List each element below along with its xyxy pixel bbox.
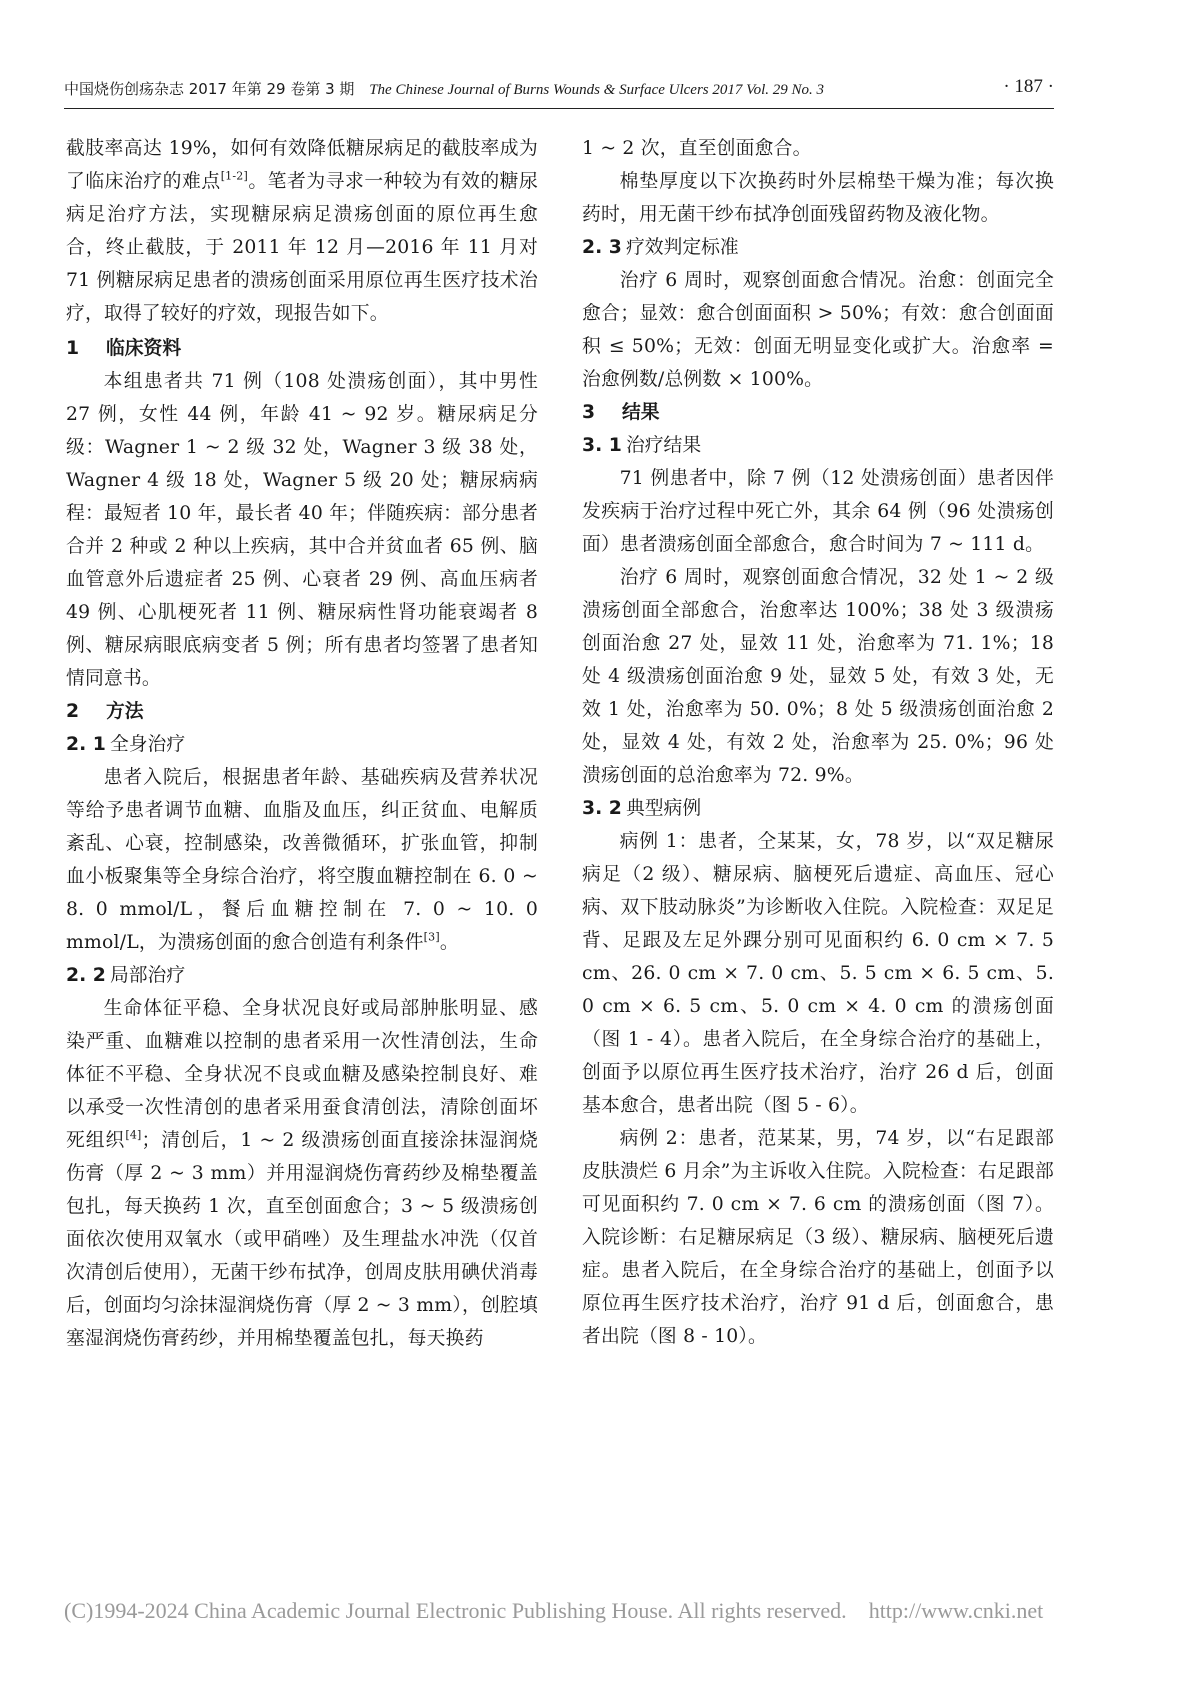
- paragraph-text: 患者入院后，根据患者年龄、基础疾病及营养状况等给予患者调节血糖、血脂及血压，纠正贫血、电解质紊乱、心衰，控制感染，改善微循环，扩张血管，抑制血小板聚集等全身综合治疗，将空腹血糖控制在 6. 0 ~ 8. 0 mmol/L，餐后血糖控制在 7. 0 ~ 10. 0 mmol/L，为溃疡创面的愈合创造有利条件: [66, 767, 538, 953]
- copyright-footer: [64, 1598, 1124, 1624]
- section-title: 临床资料: [106, 338, 182, 359]
- footer-link[interactable]: http://www.cnki.net: [868, 1598, 1044, 1623]
- subsection-heading-2-3: [582, 231, 1054, 264]
- paragraph-text-cont: 。: [439, 932, 459, 953]
- case-1-paragraph: 病例 1：患者，仝某某，女，78 岁，以“双足糖尿病足（2 级）、糖尿病、脑梗死后遗症、高血压、冠心病、双下肢动脉炎”为诊断收入住院。入院检查：双足足背、足跟及左足外踝分别可见面积约 6. 0 cm × 7. 5 cm、26. 0 cm × 7. 0 cm、5. 5 cm × 6. 5 cm、5. 0 cm × 6. 5 cm、5. 0 cm × 4. 0 cm 的溃疡创面（图 1 - 4）。患者入院后，在全身综合治疗的基础上，创面予以原位再生医疗技术治疗，治疗 26 d 后，创面基本愈合，患者出院（图 5 - 6）。: [582, 831, 1054, 1116]
- citation-ref[interactable]: [3]: [423, 930, 440, 944]
- subsection-title: 治疗结果: [626, 435, 702, 456]
- subsection-number: 2. 3: [582, 237, 622, 258]
- section-number: 3: [582, 402, 596, 423]
- subsection-number: 2. 1: [66, 734, 106, 755]
- subsection-number: 3. 2: [582, 798, 622, 819]
- page-number: · 187 ·: [1003, 76, 1054, 97]
- citation-ref[interactable]: [1-2]: [220, 169, 248, 183]
- subsection-number: 2. 2: [66, 965, 106, 986]
- subsection-heading-2-2: [66, 959, 538, 992]
- copyright-text: (C)1994-2024 China Academic Journal Electronic Publishing House. All rights reserved.: [64, 1598, 847, 1623]
- section-number: 1: [66, 338, 80, 359]
- journal-title-cn: 中国烧伤创疡杂志 2017 年第 29 卷第 3 期: [64, 80, 355, 98]
- intro-text: 截肢率高达 19%，如何有效降低糖尿病足的截肢率成为了临床治疗的难点: [66, 138, 538, 192]
- subsection-title: 疗效判定标准: [626, 237, 739, 258]
- dressing-paragraph: 棉垫厚度以下次换药时外层棉垫干燥为准；每次换药时，用无菌干纱布拭净创面残留药物及液化物。: [582, 171, 1054, 225]
- subsection-heading-2-1: [66, 728, 538, 761]
- section-2-3-paragraph: 治疗 6 周时，观察创面愈合情况。治愈：创面完全愈合；显效：愈合创面面积 > 50%；有效：愈合创面面积 ≤ 50%；无效：创面无明显变化或扩大。治愈率 = 治愈例数/总例数 × 100%。: [582, 270, 1054, 390]
- section-3-1-paragraph-2: 治疗 6 周时，观察创面愈合情况，32 处 1 ~ 2 级溃疡创面全部愈合，治愈率达 100%；38 处 3 级溃疡创面治愈 27 处，显效 11 处，治愈率为 71. 1%；18 处 4 级溃疡创面治愈 9 处，显效 5 处，有效 3 处，无效 1 处，治愈率为 50. 0%；8 处 5 级溃疡创面治愈 2 处，显效 4 处，有效 2 处，治愈率为 25. 0%；96 处溃疡创面的总治愈率为 72. 9%。: [582, 567, 1054, 786]
- section-title: 结果: [622, 402, 660, 423]
- section-title: 方法: [106, 701, 144, 722]
- section-1-paragraph: 本组患者共 71 例（108 处溃疡创面），其中男性 27 例，女性 44 例，年龄 41 ~ 92 岁。糖尿病足分级：Wagner 1 ~ 2 级 32 处，Wagner 3 级 38 处，Wagner 4 级 18 处，Wagner 5 级 20 处；糖尿病病程：最短者 10 年，最长者 40 年；伴随疾病：部分患者合并 2 种或 2 种以上疾病，其中合并贫血者 65 例、脑血管意外后遗症者 25 例、心衰者 29 例、高血压病者 49 例、心肌梗死者 11 例、糖尿病性肾功能衰竭者 8 例、糖尿病眼底病变者 5 例；所有患者均签署了患者知情同意书。: [66, 371, 538, 689]
- section-number: 2: [66, 701, 80, 722]
- continued-paragraph: 1 ~ 2 次，直至创面愈合。: [582, 138, 812, 159]
- subsection-heading-3-2: [582, 792, 1054, 825]
- left-column: [66, 132, 538, 1355]
- section-3-1-paragraph-1: 71 例患者中，除 7 例（12 处溃疡创面）患者因伴发疾病于治疗过程中死亡外，其余 64 例（96 处溃疡创面）患者溃疡创面全部愈合，愈合时间为 7 ~ 111 d。: [582, 468, 1054, 555]
- subsection-title: 局部治疗: [110, 965, 186, 986]
- journal-citation: [64, 78, 824, 99]
- journal-title-en: The Chinese Journal of Burns Wounds & Surface Ulcers 2017 Vol. 29 No. 3: [369, 82, 825, 98]
- running-header: [64, 78, 1054, 102]
- section-heading-2: [66, 695, 538, 728]
- section-2-2-paragraph: [66, 992, 538, 1355]
- paragraph-text: 生命体征平稳、全身状况良好或局部肿胀明显、感染严重、血糖难以控制的患者采用一次性清创法，生命体征不平稳、全身状况不良或血糖及感染控制良好、难以承受一次性清创的患者采用蚕食清创法，清除创面坏死组织: [66, 998, 538, 1151]
- intro-text-cont: 。笔者为寻求一种较为有效的糖尿病足治疗方法，实现糖尿病足溃疡创面的原位再生愈合，终止截肢，于 2011 年 12 月—2016 年 11 月对 71 例糖尿病足患者的溃疡创面采用原位再生医疗技术治疗，取得了较好的疗效，现报告如下。: [66, 171, 539, 324]
- intro-paragraph: [66, 132, 538, 330]
- right-column: [582, 132, 1054, 1353]
- paragraph-text-cont: ；清创后，1 ~ 2 级溃疡创面直接涂抹湿润烧伤膏（厚 2 ~ 3 mm）并用湿润烧伤膏药纱及棉垫覆盖包扎，每天换药 1 次，直至创面愈合；3 ~ 5 级溃疡创面依次使用双氧水（或甲硝唑）及生理盐水冲洗（仅首次清创后使用），无菌干纱布拭净，创周皮肤用碘伏消毒后，创面均匀涂抹湿润烧伤膏（厚 2 ~ 3 mm），创腔填塞湿润烧伤膏药纱，并用棉垫覆盖包扎，每天换药: [66, 1130, 538, 1349]
- case-2-paragraph: 病例 2：患者，范某某，男，74 岁，以“右足跟部皮肤溃烂 6 月余”为主诉收入住院。入院检查：右足跟部可见面积约 7. 0 cm × 7. 6 cm 的溃疡创面（图 7）。入院诊断：右足糖尿病足（3 级）、糖尿病、脑梗死后遗症。患者入院后，在全身综合治疗的基础上，创面予以原位再生医疗技术治疗，治疗 91 d 后，创面愈合，患者出院（图 8 - 10）。: [582, 1128, 1054, 1347]
- subsection-title: 典型病例: [626, 798, 702, 819]
- header-rule: [64, 108, 1054, 109]
- subsection-title: 全身治疗: [110, 734, 186, 755]
- section-2-1-paragraph: [66, 761, 538, 959]
- citation-ref[interactable]: [4]: [125, 1128, 142, 1142]
- subsection-heading-3-1: [582, 429, 1054, 462]
- subsection-number: 3. 1: [582, 435, 622, 456]
- section-heading-1: [66, 332, 538, 365]
- section-heading-3: [582, 396, 1054, 429]
